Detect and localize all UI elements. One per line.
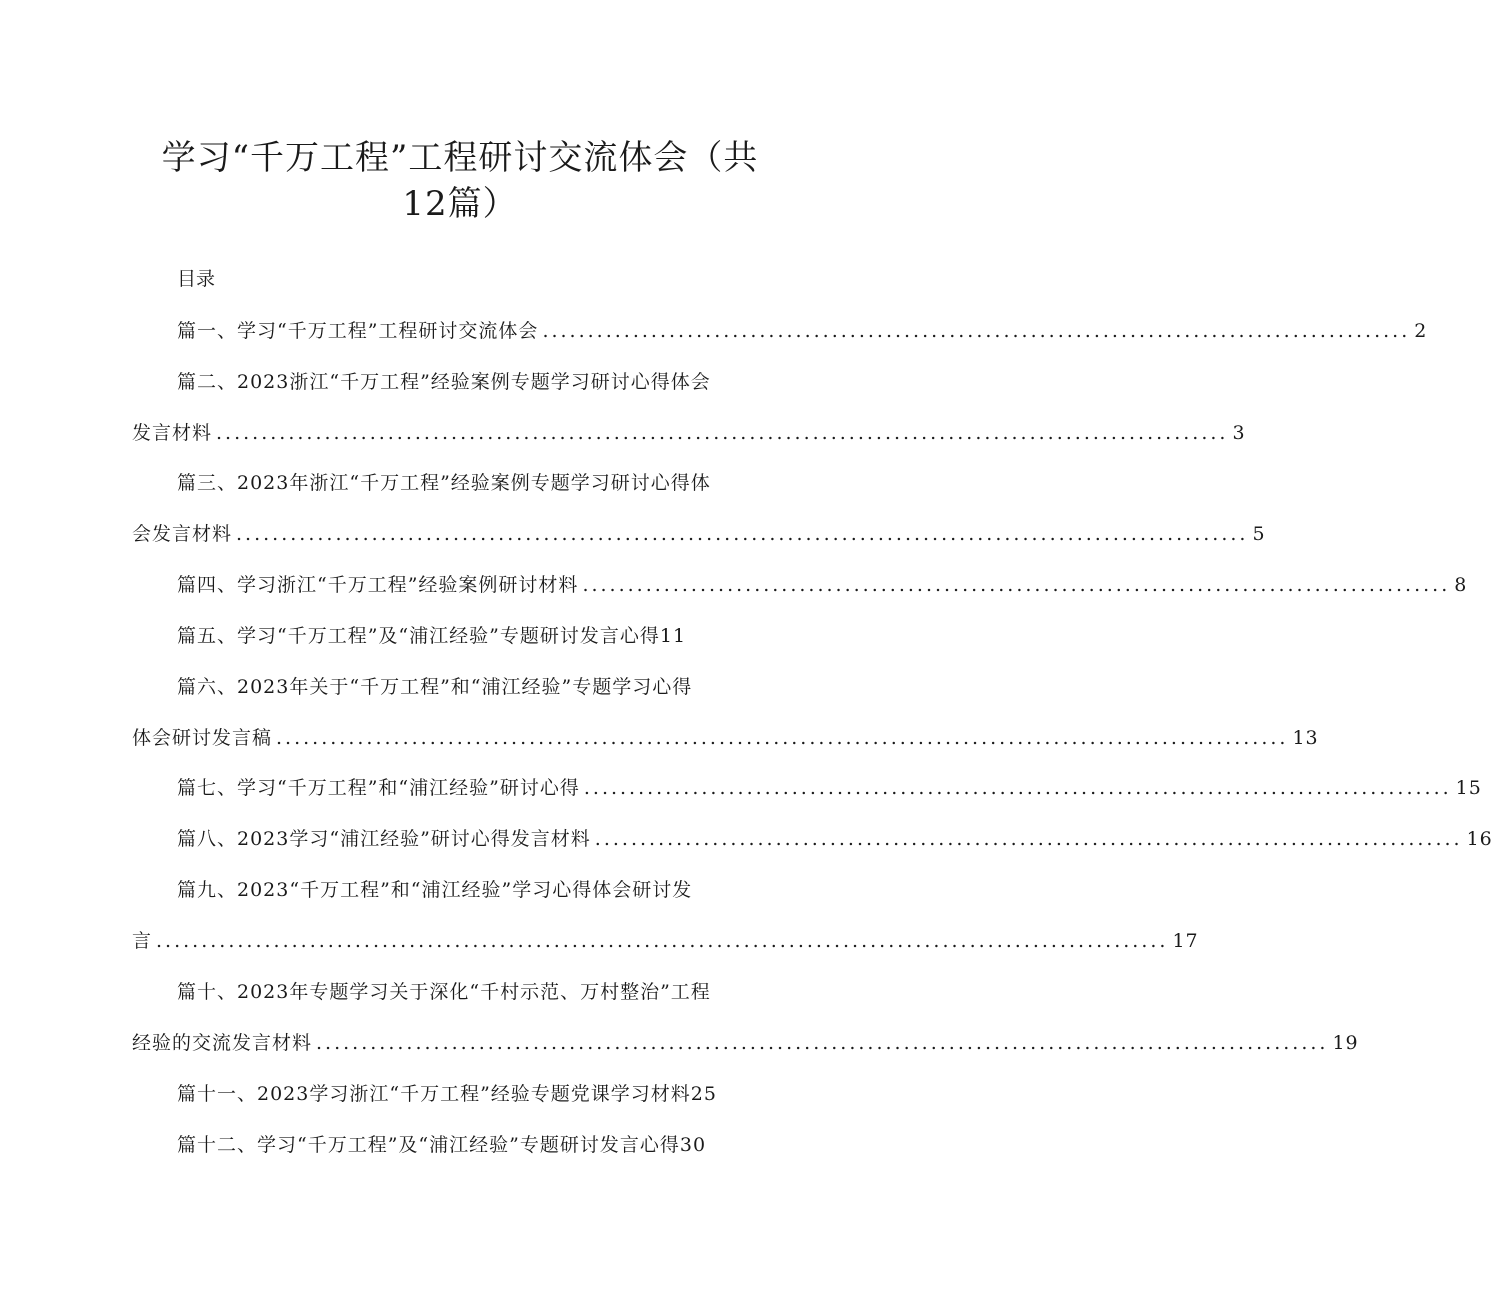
toc-entry-title: 篇四、学习浙江“千万工程”经验案例研讨材料 — [177, 574, 579, 596]
toc-entry-page: 19 — [1332, 1032, 1359, 1054]
toc-entry-2-line-1[interactable]: 篇二、2023浙江“千万工程”经验案例专题学习研讨心得体会 — [177, 371, 711, 393]
toc-entry-page: 13 — [1292, 727, 1319, 749]
toc-entry-1[interactable] — [177, 318, 1428, 344]
dot-leader: ................................................................................................................ — [276, 727, 1289, 749]
dot-leader: ................................................................................................................ — [236, 523, 1249, 545]
toc-entry-4[interactable] — [177, 572, 1468, 598]
toc-entry-page: 5 — [1252, 523, 1266, 545]
dot-leader: ................................................................................................ — [542, 320, 1411, 342]
dot-leader: ................................................................................................ — [582, 574, 1451, 596]
toc-entry-8[interactable] — [177, 826, 1493, 852]
toc-heading: 目录 — [177, 268, 216, 290]
toc-entry-title: 言 — [132, 930, 153, 952]
toc-entry-title: 篇五、学习“千万工程”及“浦江经验”专题研讨发言心得 — [177, 625, 660, 647]
toc-entry-page: 15 — [1455, 777, 1482, 799]
toc-entry-3-line-2[interactable] — [132, 521, 1266, 547]
toc-entry-2-line-2[interactable] — [132, 420, 1246, 446]
toc-entry-page: 30 — [679, 1134, 707, 1156]
toc-entry-10-line-1[interactable]: 篇十、2023年专题学习关于深化“千村示范、万村整治”工程 — [177, 981, 711, 1003]
toc-entry-12[interactable] — [177, 1132, 706, 1158]
toc-entry-page: 25 — [690, 1083, 717, 1105]
toc-entry-title: 篇一、学习“千万工程”工程研讨交流体会 — [177, 320, 539, 342]
toc-entry-10-line-2[interactable] — [132, 1030, 1359, 1056]
document-title-line-1: 学习“千万工程”工程研讨交流体会（共 — [161, 138, 759, 178]
toc-entry-page: 16 — [1466, 828, 1493, 850]
toc-entry-title: 经验的交流发言材料 — [132, 1032, 313, 1054]
toc-entry-6-line-2[interactable] — [132, 725, 1319, 751]
toc-entry-title: 篇七、学习“千万工程”和“浦江经验”研讨心得 — [177, 777, 580, 799]
toc-entry-title: 篇十一、2023学习浙江“千万工程”经验专题党课学习材料 — [177, 1083, 691, 1105]
toc-entry-7[interactable] — [177, 775, 1482, 801]
toc-entry-11[interactable] — [177, 1081, 717, 1107]
dot-leader: ................................................................................................ — [594, 828, 1463, 850]
toc-entry-page: 2 — [1414, 320, 1428, 342]
dot-leader: ................................................................................................................ — [156, 930, 1169, 952]
toc-entry-6-line-1[interactable]: 篇六、2023年关于“千万工程”和“浦江经验”专题学习心得 — [177, 676, 693, 698]
toc-entry-3-line-1[interactable]: 篇三、2023年浙江“千万工程”经验案例专题学习研讨心得体 — [177, 472, 711, 494]
toc-entry-page: 11 — [659, 625, 687, 647]
toc-entry-5[interactable] — [177, 623, 686, 649]
toc-entry-page: 8 — [1454, 574, 1468, 596]
toc-entry-title: 发言材料 — [132, 422, 213, 444]
toc-entry-title: 会发言材料 — [132, 523, 233, 545]
toc-entry-9-line-2[interactable] — [132, 928, 1199, 954]
dot-leader: ................................................................................................................ — [316, 1032, 1329, 1054]
dot-leader: ................................................................................................ — [583, 777, 1452, 799]
toc-entry-title: 体会研讨发言稿 — [132, 727, 273, 749]
dot-leader: ................................................................................................................ — [216, 422, 1229, 444]
toc-entry-9-line-1[interactable]: 篇九、2023“千万工程”和“浦江经验”学习心得体会研讨发 — [177, 879, 693, 901]
toc-entry-page: 17 — [1172, 930, 1199, 952]
toc-entry-page: 3 — [1232, 422, 1246, 444]
toc-entry-title: 篇八、2023学习“浦江经验”研讨心得发言材料 — [177, 828, 591, 850]
document-title-line-2: 12篇） — [402, 184, 518, 224]
toc-entry-title: 篇十二、学习“千万工程”及“浦江经验”专题研讨发言心得 — [177, 1134, 680, 1156]
